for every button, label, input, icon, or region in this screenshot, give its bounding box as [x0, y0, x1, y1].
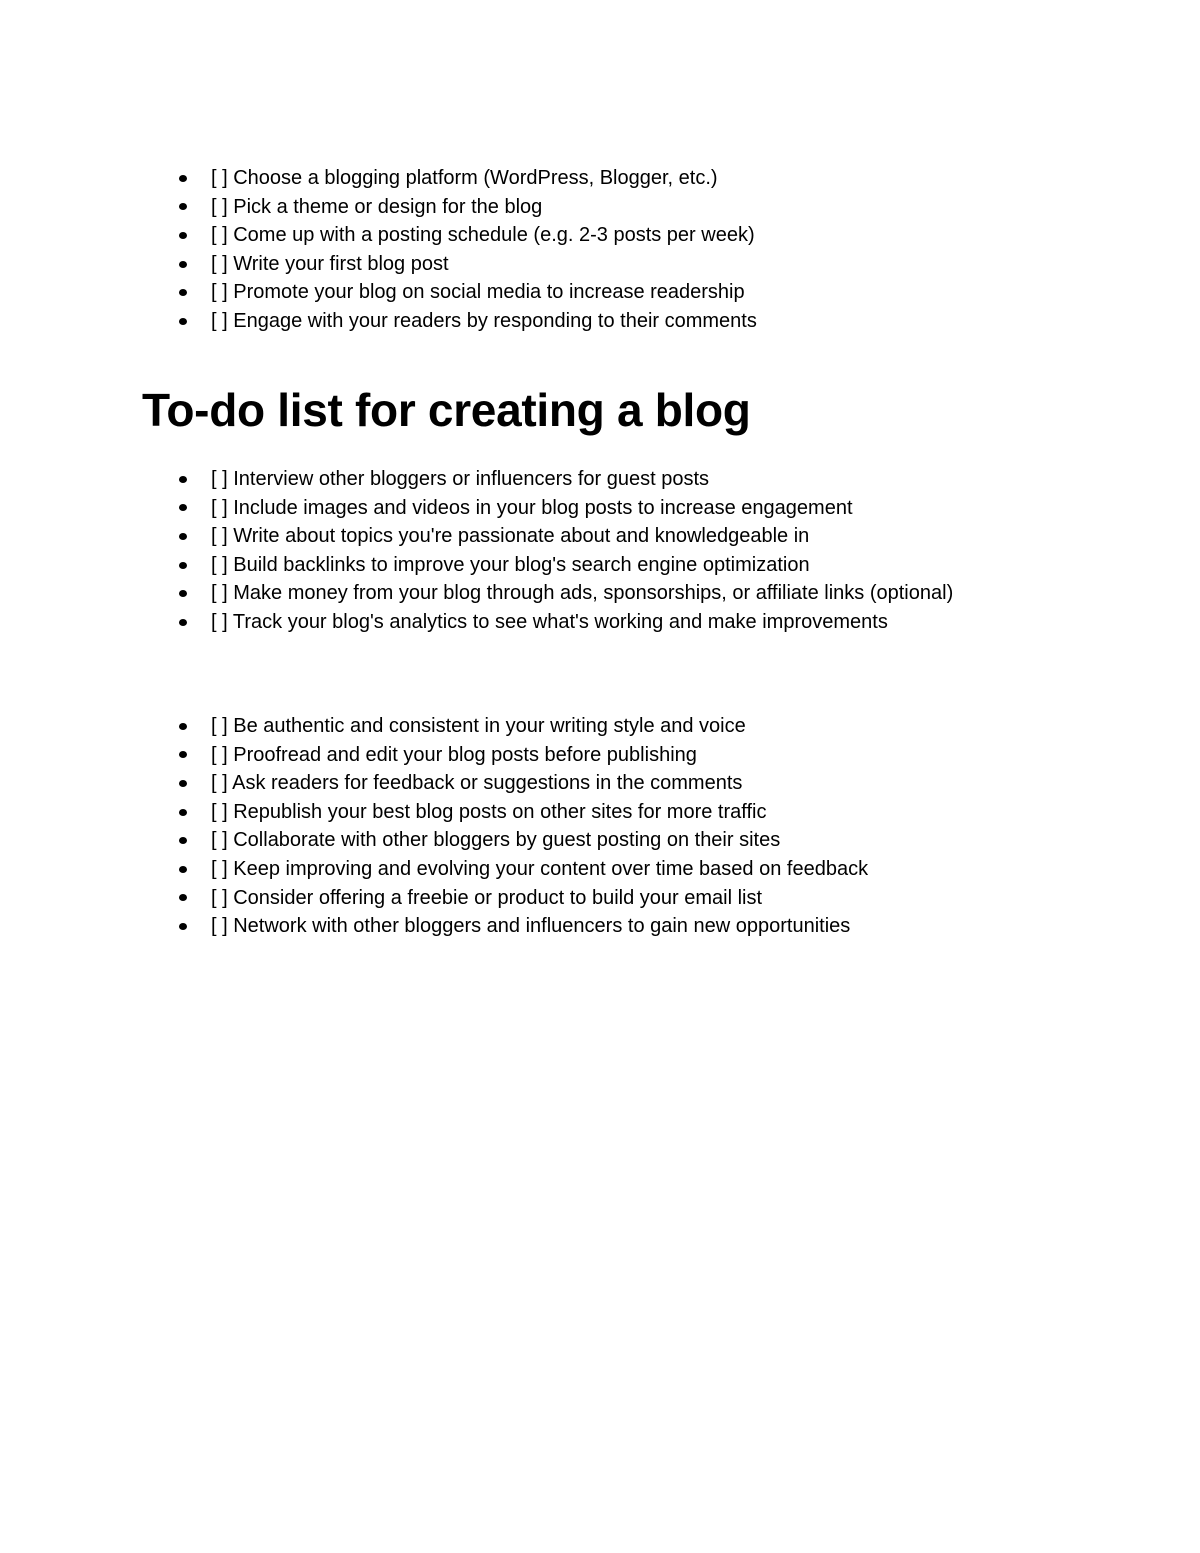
checkbox-marker: [ ]	[211, 468, 228, 490]
bullet-icon	[179, 504, 187, 511]
bullet-icon	[179, 533, 187, 540]
bullet-icon	[179, 723, 187, 730]
list-item-text: Come up with a posting schedule (e.g. 2-3 posts per week)	[233, 224, 755, 247]
list-item	[176, 221, 757, 250]
list-item-text: Write your first blog post	[233, 252, 449, 275]
checkbox-marker: [ ]	[211, 743, 228, 766]
checkbox-marker: [ ]	[211, 224, 228, 247]
bullet-icon	[179, 590, 187, 597]
list-item-text: Ask readers for feedback or suggestions in the comments	[232, 772, 743, 795]
list-item-text: Build backlinks to improve your blog's search engine optimization	[233, 553, 810, 576]
bullet-icon	[179, 809, 187, 816]
checkbox-marker: [ ]	[211, 281, 228, 304]
checkbox-marker: [ ]	[211, 525, 228, 548]
list-item-text: Proofread and edit your blog posts before publishing	[233, 743, 697, 766]
bullet-icon	[179, 476, 187, 483]
list-item	[176, 579, 953, 608]
list-item	[176, 250, 757, 279]
list-item	[176, 551, 953, 580]
checkbox-marker: [ ]	[211, 195, 228, 218]
list-item	[176, 193, 757, 222]
checkbox-marker: [ ]	[211, 886, 228, 909]
checkbox-marker: [ ]	[211, 610, 228, 633]
todo-list-bottom	[176, 712, 868, 941]
checkbox-marker: [ ]	[211, 715, 228, 737]
list-item	[176, 769, 868, 798]
list-item-text: Be authentic and consistent in your writing style and voice	[233, 715, 746, 737]
todo-list-middle	[176, 465, 953, 637]
list-item	[176, 608, 953, 637]
list-item-text: Network with other bloggers and influencers to gain new opportunities	[233, 915, 851, 938]
checkbox-marker: [ ]	[211, 496, 228, 519]
list-item	[176, 855, 868, 884]
list-item-text: Make money from your blog through ads, sponsorships, or affiliate links (optional)	[233, 582, 954, 605]
list-item-text: Consider offering a freebie or product to build your email list	[233, 886, 763, 909]
list-item	[176, 307, 757, 336]
bullet-icon	[179, 175, 187, 182]
list-item	[176, 278, 757, 307]
checkbox-marker: [ ]	[211, 582, 228, 605]
list-item	[176, 884, 868, 913]
bullet-icon	[179, 866, 187, 873]
list-item-text: Promote your blog on social media to increase readership	[233, 281, 745, 304]
bullet-icon	[179, 318, 187, 325]
list-item	[176, 712, 868, 741]
list-item	[176, 522, 953, 551]
bullet-icon	[179, 894, 187, 901]
list-item-text: Republish your best blog posts on other sites for more traffic	[233, 800, 767, 823]
list-item-text: Track your blog's analytics to see what's working and make improvements	[232, 610, 888, 633]
list-item-text: Collaborate with other bloggers by guest posting on their sites	[233, 829, 781, 852]
bullet-icon	[179, 232, 187, 239]
checkbox-marker: [ ]	[211, 857, 228, 880]
bullet-icon	[179, 289, 187, 296]
list-item-text: Write about topics you're passionate about and knowledgeable in	[233, 525, 810, 548]
list-item	[176, 164, 757, 193]
checkbox-marker: [ ]	[211, 252, 228, 275]
list-item-text: Pick a theme or design for the blog	[233, 195, 543, 218]
checkbox-marker: [ ]	[211, 772, 228, 795]
list-item	[176, 826, 868, 855]
list-item-text: Include images and videos in your blog posts to increase engagement	[233, 496, 853, 519]
checkbox-marker: [ ]	[211, 829, 228, 852]
list-item	[176, 465, 953, 494]
list-item-text: Interview other bloggers or influencers for guest posts	[233, 468, 710, 490]
list-item	[176, 798, 868, 827]
list-item	[176, 494, 953, 523]
bullet-icon	[179, 619, 187, 626]
list-item	[176, 741, 868, 770]
bullet-icon	[179, 261, 187, 268]
list-item-text: Keep improving and evolving your content over time based on feedback	[233, 857, 869, 880]
checkbox-marker: [ ]	[211, 167, 228, 189]
bullet-icon	[179, 923, 187, 930]
checkbox-marker: [ ]	[211, 915, 228, 938]
checkbox-marker: [ ]	[211, 309, 228, 332]
bullet-icon	[179, 780, 187, 787]
bullet-icon	[179, 562, 187, 569]
checkbox-marker: [ ]	[211, 553, 228, 576]
bullet-icon	[179, 837, 187, 844]
checkbox-marker: [ ]	[211, 800, 228, 823]
page-title: To-do list for creating a blog	[142, 384, 751, 436]
bullet-icon	[179, 751, 187, 758]
list-item-text: Engage with your readers by responding to their comments	[233, 309, 757, 332]
list-item	[176, 912, 868, 941]
list-item-text: Choose a blogging platform (WordPress, Blogger, etc.)	[233, 167, 718, 189]
todo-list-top	[176, 164, 757, 336]
bullet-icon	[179, 203, 187, 210]
